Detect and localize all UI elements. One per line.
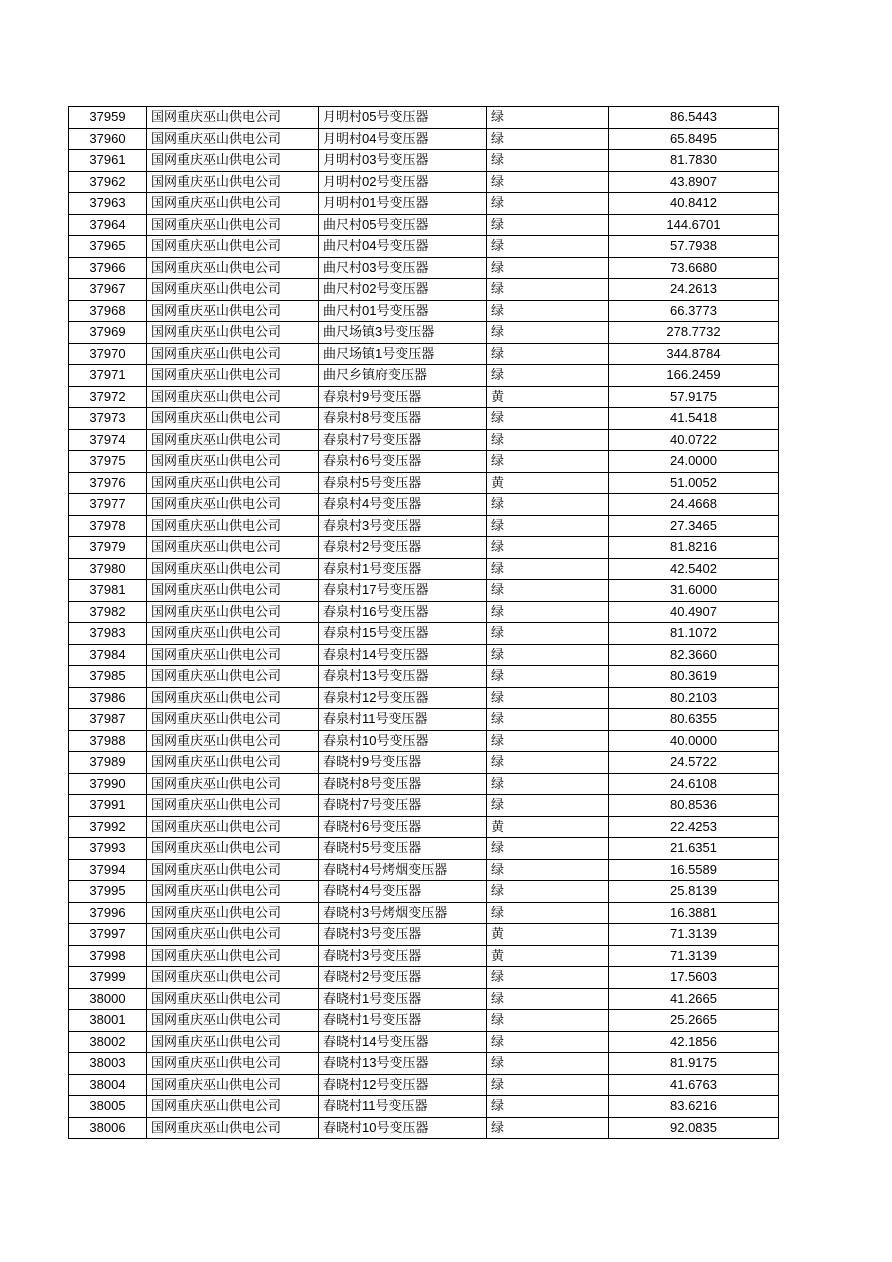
cell-id: 37964 [69,214,147,236]
cell-organization: 国网重庆巫山供电公司 [147,279,319,301]
cell-status-color: 绿 [487,795,609,817]
table-row [69,257,779,279]
cell-device-name: 春泉村3号变压器 [319,515,487,537]
cell-device-name: 春泉村7号变压器 [319,429,487,451]
cell-organization: 国网重庆巫山供电公司 [147,515,319,537]
cell-organization: 国网重庆巫山供电公司 [147,472,319,494]
table-row [69,558,779,580]
cell-organization: 国网重庆巫山供电公司 [147,1010,319,1032]
cell-organization: 国网重庆巫山供电公司 [147,988,319,1010]
cell-value: 25.8139 [609,881,779,903]
cell-device-name: 春晓村3号变压器 [319,945,487,967]
cell-value: 65.8495 [609,128,779,150]
cell-status-color: 绿 [487,214,609,236]
cell-value: 40.4907 [609,601,779,623]
cell-organization: 国网重庆巫山供电公司 [147,773,319,795]
cell-device-name: 春泉村1号变压器 [319,558,487,580]
table-row [69,171,779,193]
table-row [69,300,779,322]
cell-id: 37979 [69,537,147,559]
cell-status-color: 黄 [487,924,609,946]
cell-status-color: 绿 [487,150,609,172]
cell-value: 166.2459 [609,365,779,387]
cell-device-name: 春晓村5号变压器 [319,838,487,860]
cell-id: 38005 [69,1096,147,1118]
cell-value: 71.3139 [609,924,779,946]
cell-value: 31.6000 [609,580,779,602]
table-row [69,816,779,838]
table-row [69,150,779,172]
cell-status-color: 绿 [487,967,609,989]
cell-value: 40.0722 [609,429,779,451]
cell-id: 38000 [69,988,147,1010]
cell-status-color: 绿 [487,236,609,258]
cell-organization: 国网重庆巫山供电公司 [147,1096,319,1118]
cell-value: 92.0835 [609,1117,779,1139]
cell-status-color: 黄 [487,472,609,494]
cell-id: 37993 [69,838,147,860]
cell-id: 37959 [69,107,147,129]
cell-device-name: 春泉村6号变压器 [319,451,487,473]
cell-organization: 国网重庆巫山供电公司 [147,709,319,731]
cell-id: 37984 [69,644,147,666]
table-row [69,1096,779,1118]
table-row [69,472,779,494]
table-row [69,365,779,387]
cell-organization: 国网重庆巫山供电公司 [147,150,319,172]
cell-id: 37983 [69,623,147,645]
cell-status-color: 绿 [487,408,609,430]
cell-device-name: 曲尺村02号变压器 [319,279,487,301]
cell-id: 37985 [69,666,147,688]
cell-value: 16.5589 [609,859,779,881]
cell-organization: 国网重庆巫山供电公司 [147,128,319,150]
cell-device-name: 月明村01号变压器 [319,193,487,215]
cell-value: 82.3660 [609,644,779,666]
cell-device-name: 春晓村12号变压器 [319,1074,487,1096]
cell-value: 80.6355 [609,709,779,731]
cell-value: 41.5418 [609,408,779,430]
cell-device-name: 春晓村10号变压器 [319,1117,487,1139]
cell-id: 37963 [69,193,147,215]
cell-status-color: 绿 [487,1096,609,1118]
cell-value: 80.8536 [609,795,779,817]
table-row [69,838,779,860]
cell-status-color: 绿 [487,429,609,451]
cell-id: 37992 [69,816,147,838]
cell-id: 38004 [69,1074,147,1096]
cell-device-name: 春泉村5号变压器 [319,472,487,494]
cell-status-color: 绿 [487,838,609,860]
cell-value: 81.7830 [609,150,779,172]
table-row [69,859,779,881]
cell-value: 24.6108 [609,773,779,795]
cell-id: 37997 [69,924,147,946]
cell-status-color: 黄 [487,386,609,408]
cell-organization: 国网重庆巫山供电公司 [147,300,319,322]
table-row [69,1053,779,1075]
cell-status-color: 绿 [487,451,609,473]
cell-value: 80.2103 [609,687,779,709]
cell-organization: 国网重庆巫山供电公司 [147,902,319,924]
cell-value: 83.6216 [609,1096,779,1118]
table-row [69,730,779,752]
cell-value: 25.2665 [609,1010,779,1032]
cell-device-name: 春泉村10号变压器 [319,730,487,752]
cell-value: 51.0052 [609,472,779,494]
table-row [69,623,779,645]
cell-id: 37960 [69,128,147,150]
cell-value: 22.4253 [609,816,779,838]
cell-id: 37976 [69,472,147,494]
cell-device-name: 春泉村14号变压器 [319,644,487,666]
cell-status-color: 绿 [487,773,609,795]
cell-organization: 国网重庆巫山供电公司 [147,644,319,666]
cell-id: 37978 [69,515,147,537]
cell-value: 73.6680 [609,257,779,279]
cell-value: 344.8784 [609,343,779,365]
cell-organization: 国网重庆巫山供电公司 [147,322,319,344]
cell-id: 37986 [69,687,147,709]
cell-organization: 国网重庆巫山供电公司 [147,1074,319,1096]
table-row [69,988,779,1010]
cell-organization: 国网重庆巫山供电公司 [147,730,319,752]
cell-status-color: 绿 [487,300,609,322]
cell-status-color: 绿 [487,1074,609,1096]
table-row [69,1010,779,1032]
cell-device-name: 曲尺场镇1号变压器 [319,343,487,365]
cell-value: 40.8412 [609,193,779,215]
cell-device-name: 春晓村8号变压器 [319,773,487,795]
cell-id: 37962 [69,171,147,193]
cell-status-color: 绿 [487,537,609,559]
cell-organization: 国网重庆巫山供电公司 [147,429,319,451]
cell-status-color: 绿 [487,322,609,344]
cell-value: 41.6763 [609,1074,779,1096]
table-row [69,515,779,537]
cell-value: 71.3139 [609,945,779,967]
table-row [69,580,779,602]
cell-status-color: 黄 [487,816,609,838]
cell-device-name: 月明村02号变压器 [319,171,487,193]
cell-organization: 国网重庆巫山供电公司 [147,580,319,602]
cell-id: 37994 [69,859,147,881]
cell-value: 16.3881 [609,902,779,924]
table-body [69,107,779,1139]
cell-device-name: 春泉村17号变压器 [319,580,487,602]
cell-device-name: 春晓村1号变压器 [319,1010,487,1032]
cell-value: 24.4668 [609,494,779,516]
cell-organization: 国网重庆巫山供电公司 [147,1053,319,1075]
cell-organization: 国网重庆巫山供电公司 [147,107,319,129]
cell-status-color: 绿 [487,988,609,1010]
cell-status-color: 绿 [487,687,609,709]
cell-device-name: 月明村03号变压器 [319,150,487,172]
cell-device-name: 春晓村4号烤烟变压器 [319,859,487,881]
cell-value: 278.7732 [609,322,779,344]
table-row [69,322,779,344]
cell-id: 37968 [69,300,147,322]
cell-organization: 国网重庆巫山供电公司 [147,451,319,473]
table-row [69,924,779,946]
cell-device-name: 春晓村9号变压器 [319,752,487,774]
cell-organization: 国网重庆巫山供电公司 [147,257,319,279]
cell-id: 37982 [69,601,147,623]
cell-status-color: 绿 [487,343,609,365]
cell-value: 24.2613 [609,279,779,301]
cell-device-name: 春泉村13号变压器 [319,666,487,688]
cell-device-name: 春泉村15号变压器 [319,623,487,645]
cell-status-color: 绿 [487,365,609,387]
cell-organization: 国网重庆巫山供电公司 [147,816,319,838]
table-row [69,1074,779,1096]
cell-value: 80.3619 [609,666,779,688]
cell-value: 17.5603 [609,967,779,989]
cell-organization: 国网重庆巫山供电公司 [147,365,319,387]
cell-status-color: 绿 [487,257,609,279]
cell-status-color: 绿 [487,601,609,623]
cell-id: 37974 [69,429,147,451]
cell-id: 37998 [69,945,147,967]
table-row [69,494,779,516]
cell-status-color: 绿 [487,709,609,731]
cell-organization: 国网重庆巫山供电公司 [147,236,319,258]
cell-organization: 国网重庆巫山供电公司 [147,1117,319,1139]
cell-id: 37977 [69,494,147,516]
cell-device-name: 曲尺乡镇府变压器 [319,365,487,387]
cell-organization: 国网重庆巫山供电公司 [147,687,319,709]
cell-device-name: 春泉村16号变压器 [319,601,487,623]
cell-value: 144.6701 [609,214,779,236]
cell-status-color: 绿 [487,128,609,150]
table-row [69,107,779,129]
cell-device-name: 月明村05号变压器 [319,107,487,129]
table-row [69,128,779,150]
cell-organization: 国网重庆巫山供电公司 [147,881,319,903]
table-row [69,601,779,623]
cell-device-name: 春泉村12号变压器 [319,687,487,709]
cell-id: 37980 [69,558,147,580]
cell-device-name: 春晓村7号变压器 [319,795,487,817]
cell-device-name: 春晓村4号变压器 [319,881,487,903]
cell-device-name: 春泉村11号变压器 [319,709,487,731]
table-row [69,537,779,559]
cell-value: 86.5443 [609,107,779,129]
cell-device-name: 春晓村13号变压器 [319,1053,487,1075]
cell-value: 81.1072 [609,623,779,645]
cell-value: 24.0000 [609,451,779,473]
table-row [69,644,779,666]
cell-value: 21.6351 [609,838,779,860]
table-row [69,902,779,924]
table-row [69,687,779,709]
cell-device-name: 春晓村3号变压器 [319,924,487,946]
cell-organization: 国网重庆巫山供电公司 [147,537,319,559]
cell-id: 37989 [69,752,147,774]
cell-value: 27.3465 [609,515,779,537]
table-row [69,386,779,408]
cell-id: 37988 [69,730,147,752]
table-row [69,881,779,903]
cell-status-color: 绿 [487,730,609,752]
cell-id: 38006 [69,1117,147,1139]
cell-value: 81.8216 [609,537,779,559]
cell-device-name: 曲尺村01号变压器 [319,300,487,322]
cell-value: 41.2665 [609,988,779,1010]
cell-value: 40.0000 [609,730,779,752]
cell-value: 66.3773 [609,300,779,322]
cell-status-color: 绿 [487,494,609,516]
table-row [69,967,779,989]
table-row [69,1031,779,1053]
cell-id: 37996 [69,902,147,924]
cell-id: 37975 [69,451,147,473]
cell-value: 43.8907 [609,171,779,193]
cell-device-name: 春晓村3号烤烟变压器 [319,902,487,924]
cell-value: 81.9175 [609,1053,779,1075]
cell-status-color: 绿 [487,171,609,193]
cell-status-color: 绿 [487,666,609,688]
cell-device-name: 春泉村4号变压器 [319,494,487,516]
cell-status-color: 绿 [487,623,609,645]
cell-device-name: 曲尺场镇3号变压器 [319,322,487,344]
cell-status-color: 绿 [487,644,609,666]
cell-device-name: 春晓村14号变压器 [319,1031,487,1053]
cell-status-color: 绿 [487,1010,609,1032]
cell-value: 42.1856 [609,1031,779,1053]
cell-organization: 国网重庆巫山供电公司 [147,945,319,967]
cell-status-color: 绿 [487,752,609,774]
table-row [69,666,779,688]
cell-device-name: 春晓村6号变压器 [319,816,487,838]
cell-id: 37990 [69,773,147,795]
cell-organization: 国网重庆巫山供电公司 [147,494,319,516]
cell-organization: 国网重庆巫山供电公司 [147,666,319,688]
cell-value: 42.5402 [609,558,779,580]
cell-id: 37966 [69,257,147,279]
cell-organization: 国网重庆巫山供电公司 [147,924,319,946]
cell-organization: 国网重庆巫山供电公司 [147,1031,319,1053]
cell-status-color: 绿 [487,902,609,924]
cell-device-name: 春泉村9号变压器 [319,386,487,408]
cell-status-color: 绿 [487,881,609,903]
cell-status-color: 黄 [487,945,609,967]
cell-device-name: 曲尺村05号变压器 [319,214,487,236]
table-row [69,214,779,236]
cell-organization: 国网重庆巫山供电公司 [147,601,319,623]
cell-organization: 国网重庆巫山供电公司 [147,214,319,236]
table-row [69,752,779,774]
cell-organization: 国网重庆巫山供电公司 [147,967,319,989]
table-row [69,1117,779,1139]
cell-id: 37961 [69,150,147,172]
cell-id: 38001 [69,1010,147,1032]
cell-id: 37965 [69,236,147,258]
cell-status-color: 绿 [487,859,609,881]
cell-organization: 国网重庆巫山供电公司 [147,795,319,817]
cell-organization: 国网重庆巫山供电公司 [147,623,319,645]
cell-id: 37999 [69,967,147,989]
cell-organization: 国网重庆巫山供电公司 [147,838,319,860]
cell-device-name: 曲尺村03号变压器 [319,257,487,279]
cell-id: 37987 [69,709,147,731]
cell-status-color: 绿 [487,279,609,301]
cell-id: 37995 [69,881,147,903]
cell-id: 37969 [69,322,147,344]
cell-id: 37973 [69,408,147,430]
cell-id: 37972 [69,386,147,408]
cell-status-color: 绿 [487,1117,609,1139]
transformer-data-table [68,106,779,1139]
table-row [69,429,779,451]
cell-value: 24.5722 [609,752,779,774]
cell-status-color: 绿 [487,558,609,580]
cell-id: 37967 [69,279,147,301]
cell-status-color: 绿 [487,1031,609,1053]
cell-organization: 国网重庆巫山供电公司 [147,193,319,215]
table-row [69,279,779,301]
cell-status-color: 绿 [487,107,609,129]
cell-organization: 国网重庆巫山供电公司 [147,171,319,193]
cell-id: 38002 [69,1031,147,1053]
cell-device-name: 春晓村11号变压器 [319,1096,487,1118]
cell-organization: 国网重庆巫山供电公司 [147,859,319,881]
cell-device-name: 春晓村2号变压器 [319,967,487,989]
table-row [69,945,779,967]
cell-id: 37981 [69,580,147,602]
cell-organization: 国网重庆巫山供电公司 [147,752,319,774]
cell-organization: 国网重庆巫山供电公司 [147,386,319,408]
table-row [69,236,779,258]
cell-device-name: 春泉村8号变压器 [319,408,487,430]
cell-device-name: 春泉村2号变压器 [319,537,487,559]
cell-organization: 国网重庆巫山供电公司 [147,408,319,430]
cell-organization: 国网重庆巫山供电公司 [147,343,319,365]
cell-id: 37971 [69,365,147,387]
cell-status-color: 绿 [487,515,609,537]
cell-value: 57.7938 [609,236,779,258]
cell-id: 38003 [69,1053,147,1075]
cell-organization: 国网重庆巫山供电公司 [147,558,319,580]
table-row [69,709,779,731]
cell-value: 57.9175 [609,386,779,408]
table-row [69,408,779,430]
table-row [69,193,779,215]
cell-device-name: 春晓村1号变压器 [319,988,487,1010]
cell-device-name: 曲尺村04号变压器 [319,236,487,258]
cell-status-color: 绿 [487,580,609,602]
data-table-container [68,106,778,1139]
cell-id: 37991 [69,795,147,817]
table-row [69,343,779,365]
cell-device-name: 月明村04号变压器 [319,128,487,150]
table-row [69,451,779,473]
table-row [69,795,779,817]
cell-id: 37970 [69,343,147,365]
cell-status-color: 绿 [487,1053,609,1075]
table-row [69,773,779,795]
cell-status-color: 绿 [487,193,609,215]
